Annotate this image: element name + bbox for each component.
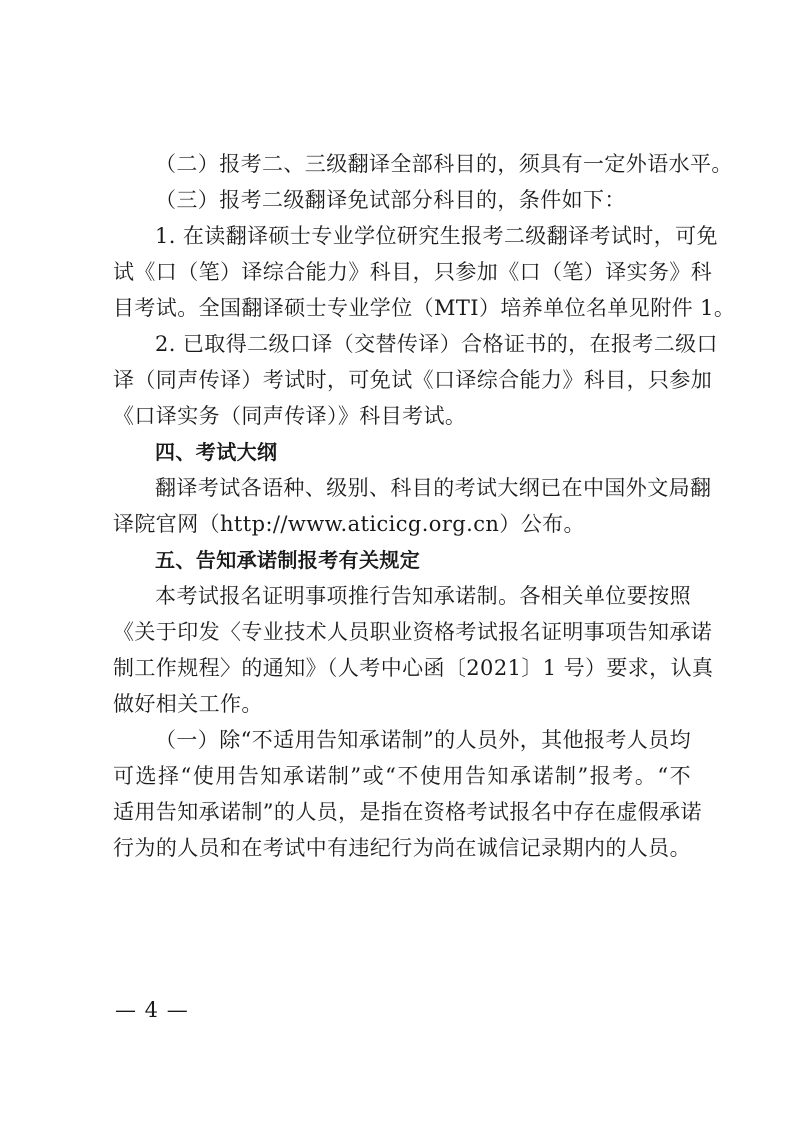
paragraph-line: 行为的人员和在考试中有违纪行为尚在诚信记录期内的人员。 [113,836,691,860]
paragraph-line: 《关于印发〈专业技术人员职业资格考试报名证明事项告知承诺 [113,620,713,644]
section-heading: 四、考试大纲 [155,440,278,464]
paragraph-line: 目考试。全国翻译硕士专业学位（MTI）培养单位名单见附件 1。 [113,296,736,320]
paragraph-line: 可选择“使用告知承诺制”或“不使用告知承诺制”报考。“不 [113,764,691,788]
paragraph-line: 做好相关工作。 [113,692,263,716]
document-body [113,146,736,866]
paragraph-line: （三）报考二级翻译免试部分科目的，条件如下： [155,188,626,212]
paragraph-line: 2. 已取得二级口译（交替传译）合格证书的，在报考二级口 [155,332,718,356]
paragraph-line: （二）报考二、三级翻译全部科目的，须具有一定外语水平。 [155,152,733,176]
section-heading: 五、告知承诺制报考有关规定 [155,548,421,572]
page-number: — 4 — [115,998,189,1022]
paragraph-line: 翻译考试各语种、级别、科目的考试大纲已在中国外文局翻 [155,476,712,500]
paragraph-line: 1. 在读翻译硕士专业学位研究生报考二级翻译考试时，可免 [155,224,718,248]
paragraph-line: 《口译实务（同声传译）》科目考试。 [113,404,467,428]
paragraph-line: 译院官网（http://www.aticicg.org.cn）公布。 [113,512,585,536]
paragraph-line: 译（同声传译）考试时，可免试《口译综合能力》科目，只参加 [113,368,713,392]
paragraph-line: 本考试报名证明事项推行告知承诺制。各相关单位要按照 [155,584,691,608]
paragraph-line: 试《口（笔）译综合能力》科目，只参加《口（笔）译实务》科 [113,260,713,284]
paragraph-line: （一）除“不适用告知承诺制”的人员外，其他报考人员均 [155,728,691,752]
paragraph-line: 制工作规程〉的通知》（人考中心函〔2021〕1 号）要求，认真 [113,656,714,680]
paragraph-line: 适用告知承诺制”的人员，是指在资格考试报名中存在虚假承诺 [113,800,702,824]
